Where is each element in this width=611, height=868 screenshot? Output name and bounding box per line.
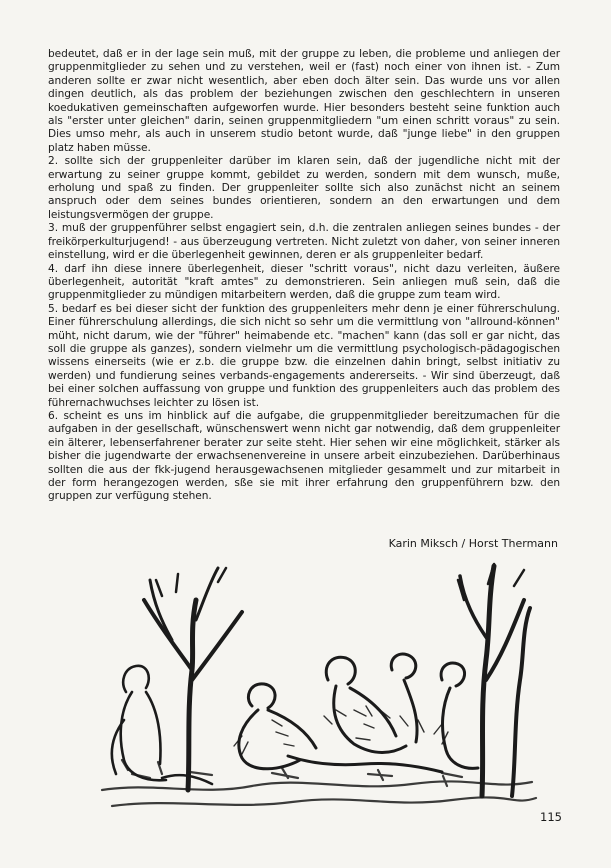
group-sketch-illustration bbox=[92, 560, 540, 820]
author-signature: Karin Miksch / Horst Thermann bbox=[388, 537, 558, 550]
paragraph-point-3: 3. muß der gruppenführer selbst engagiert sein, d.h. die zentralen anliegen seines bundes - der freikörperkulturjugend! - aus überzeugung vertreten. Nicht zuletzt von daher, von seiner inneren einstellung, wird er die überlegenheit gewinnen, deren er als gruppenleiter bedarf. bbox=[48, 222, 560, 262]
paragraph-point-4: 4. darf ihn diese innere überlegenheit, dieser "schritt voraus", nicht dazu verleiten, äußere überlegenheit, autorität "kraft amtes" zu demonstrieren. Sein anliegen muß sein, daß die gruppenmitglieder zu mündigen mitarbeitern werden, daß die gruppe zum team wird. bbox=[48, 262, 560, 302]
paragraph-point-2: 2. sollte sich der gruppenleiter darüber im klaren sein, daß der jugendliche nicht mit der erwartung zu seiner gruppe kommt, gebildet zu werden, sondern mit dem wunsch, muße, erholung und spaß zu finden. Der gruppenleiter sollte sich also zunächst nicht an seinem anspruch oder dem seines bundes orientieren, sondern an den erwartungen und dem leistungsvermögen der gruppe. bbox=[48, 155, 560, 221]
paragraph-continuation: bedeutet, daß er in der lage sein muß, mit der gruppe zu leben, die probleme und anliegen der gruppenmitglieder zu sehen und zu verstehen, weil er (fast) noch einer von ihnen ist. - Zum anderen sollte er zwar nicht wesentlich, aber eben doch älter sein. Das wurde uns vor allen dingen deutlich, als das problem der beziehungen zwischen den geschlechtern in unseren koedukativen gemeinschaften aufgeworfen wurde. Hier besonders besteht seine funktion auch als "erster unter gleichen" darin, seinen gruppenmitgliedern "um einen schritt voraus" zu sein. Dies umso mehr, als auch in unserem studio betont wurde, daß "junge liebe" in den gruppen platz haben müsse. bbox=[48, 48, 560, 154]
page-number: 115 bbox=[540, 810, 562, 824]
ink-sketch-of-group-sitting-under-trees-icon bbox=[102, 564, 536, 806]
article-body bbox=[48, 48, 560, 504]
paragraph-point-5: 5. bedarf es bei dieser sicht der funktion des gruppenleiters mehr denn je einer führerschulung. Einer führerschulung allerdings, die sich nicht so sehr um die vermittlung von "allround-können" müht, nicht darum, wie der "führer" heimabende etc. "machen" kann (das soll er gar nicht, das soll die gruppe als ganzes), sondern vielmehr um die vermittlung psychologisch-pädagogischen wissens einerseits (wie er z.b. die gruppe bzw. die einzelnen dahin bringt, selbst initiativ zu werden) und fundierung seines verbands-engagements andererseits. - Wir sind überzeugt, daß bei einer solchen auffassung von gruppe und funktion des gruppenleiters auch das problem des führernachwuchses leichter zu lösen ist. bbox=[48, 302, 560, 409]
paragraph-point-6: 6. scheint es uns im hinblick auf die aufgabe, die gruppenmitglieder bereitzumachen für die aufgaben in der gesellschaft, wünschenswert wenn nicht gar notwendig, daß dem gruppenleiter ein älterer, lebenserfahrener berater zur seite steht. Hier sehen wir eine möglichkeit, stärker als bisher die jugendwarte der erwachsenenvereine in unsere arbeit einzubeziehen. Darüberhinaus sollten die aus der fkk-jugend herausgewachsenen mitglieder gesammelt und zur mitarbeit in der form herangezogen werden, sße sie mit ihrer erfahrung den gruppenführern bzw. den gruppen zur verfügung stehen. bbox=[48, 409, 560, 503]
